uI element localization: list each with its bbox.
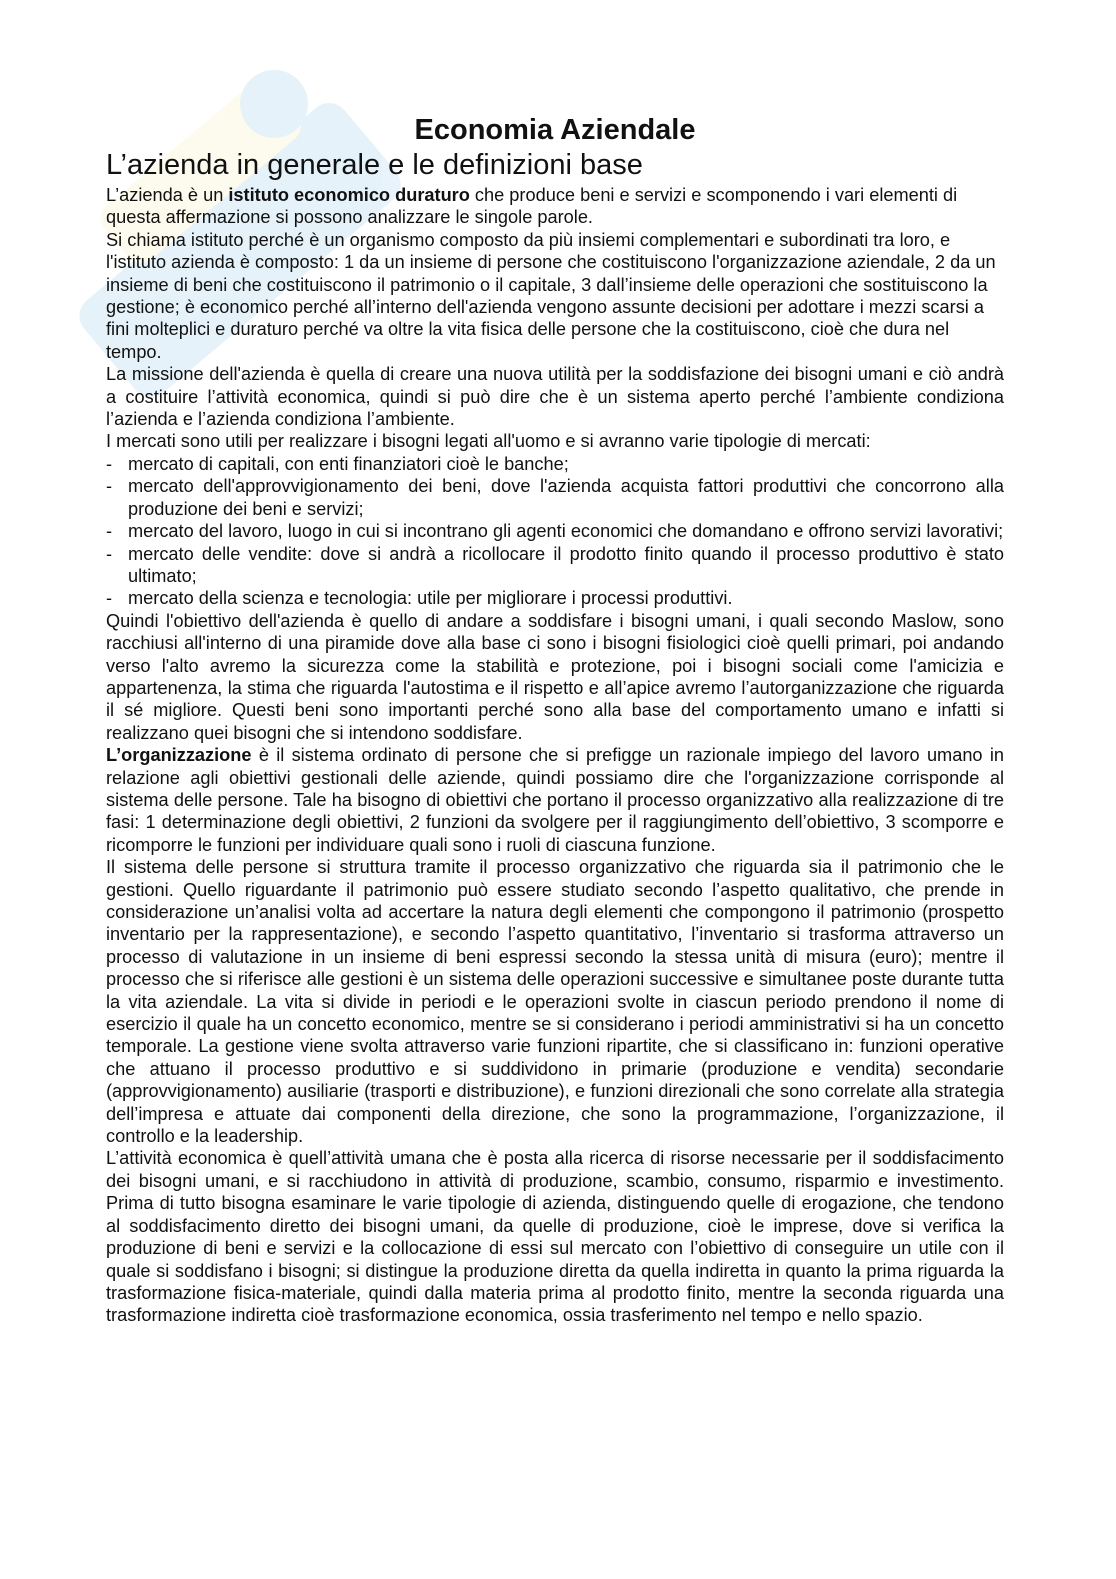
paragraph-istituto: Si chiama istituto perché è un organismo composto da più insiemi complementari e subordinati tra loro, e l'istituto azienda è composto: 1 da un insieme di persone che costituiscono l'organizzazione aziendale, 2 da un insieme di beni che costituiscono il patrimonio o il capitale, 3 dall’insieme delle operazioni che sostituiscono la gestione; è economico perché all’interno dell'azienda vengono assunte decisioni per adottare i mezzi scarsi a fini molteplici e duraturo perché va oltre la vita fisica delle persone che la costituiscono, cioè che dura nel tempo. [106, 229, 996, 362]
organizzazione-bold-term: L’organizzazione [106, 745, 252, 766]
document-subtitle: L’azienda in generale e le definizioni base [106, 149, 643, 181]
list-item [106, 543, 1004, 588]
paragraph-sistema-persone: Il sistema delle persone si struttura tramite il processo organizzativo che riguarda sia il patrimonio che le gestioni. Quello riguardante il patrimonio può essere studiato secondo l’aspetto qualitativo, che prende in considerazione un’analisi volta ad accertare la natura degli elementi che compongono il patrimonio (prospetto inventario per la rappresentazione), e secondo l’aspetto quantitativo, l’inventario si trasforma attraverso un processo di valutazione in un insieme di beni espressi secondo la stessa unità di misura (euro); mentre il processo che si riferisce alle gestioni è un sistema delle operazioni successive e simultanee poste durante tutta la vita aziendale. La vita si divide in periodi e le operazioni svolte in ciascun periodo prendono il nome di esercizio il quale ha un concetto economico, mentre se si considerano i periodi amministrativi si ha un concetto temporale. La gestione viene svolta attraverso varie funzioni ripartite, che si classificano in: funzioni operative che attuano il processo produttivo e si suddividono in primarie (produzione e vendita) secondarie (approvvigionamento) ausiliarie (trasporti e distribuzione), e funzioni direzionali che sono correlate alla strategia dell’impresa e attuate dai componenti della direzione, che sono la programmazione, l’organizzazione, il controllo e la leadership. [106, 857, 1004, 1147]
intro-post: che produce beni e servizi e scomponendo i vari elementi di questa affermazione si possono analizzare le singole parole. [106, 185, 958, 228]
list-item [106, 520, 1004, 542]
list-item-text: mercato della scienza e tecnologia: utile per migliorare i processi produttivi. [128, 588, 733, 609]
paragraph-organizzazione [106, 744, 1004, 856]
list-item-text: mercato dell'approvvigionamento dei beni, dove l'azienda acquista fattori produttivi che concorrono alla produzione dei beni e servizi; [128, 476, 1004, 519]
list-item [106, 587, 1004, 609]
list-item-text: mercato di capitali, con enti finanziatori cioè le banche; [128, 453, 569, 474]
intro-bold-term: istituto economico duraturo [228, 185, 470, 205]
document-page [106, 112, 1004, 1327]
list-item [106, 453, 1004, 475]
paragraph-maslow: Quindi l'obiettivo dell'azienda è quello di andare a soddisfare i bisogni umani, i quali secondo Maslow, sono racchiusi all'interno di una piramide dove alla base ci sono i bisogni fisiologici cioè quelli primari, poi andando verso l'alto avremo la sicurezza come la stabilità e protezione, poi i bisogni sociali come l'amicizia e appartenenza, la stima che riguarda l'autostima e il rispetto e all’apice avremo l’autorganizzazione che riguarda il sé migliore. Questi beni sono importanti perché sono alla base del comportamento umano e infatti si realizzano quei bisogni che si intendono soddisfare. [106, 610, 1004, 743]
document-title: Economia Aziendale [414, 114, 696, 146]
paragraph-attivita-economica: L’attività economica è quell’attività umana che è posta alla ricerca di risorse necessarie per il soddisfacimento dei bisogni umani, e si racchiudono in attività di produzione, scambio, consumo, risparmio e investimento. Prima di tutto bisogna esaminare le varie tipologie di azienda, distinguendo quelle di erogazione, che tendono al soddisfacimento diretto dei bisogni umani, da quelle di produzione, cioè le imprese, dove si verifica la produzione di beni e servizi e la collocazione di essi sul mercato con l’obiettivo di conseguire un utile con il quale si soddisfano i bisogni; si distingue la produzione diretta da quella indiretta in quanto la prima riguarda la trasformazione fisica-materiale, quindi dalla materia prima al prodotto finito, mentre la seconda riguarda una trasformazione indiretta cioè trasformazione economica, ossia trasferimento nel tempo e nello spazio. [106, 1148, 1004, 1326]
list-item-text: mercato del lavoro, luogo in cui si incontrano gli agenti economici che domandano e offrono servizi lavorativi; [128, 521, 1004, 542]
list-item [106, 475, 1004, 520]
intro-pre: L’azienda è un [106, 185, 229, 205]
list-marker: - [106, 543, 113, 564]
paragraph-intro [106, 184, 1004, 229]
list-marker: - [106, 588, 113, 609]
paragraph-mercati: I mercati sono utili per realizzare i bisogni legati all'uomo e si avranno varie tipologie di mercati: [106, 431, 871, 452]
list-marker: - [106, 521, 113, 542]
organizzazione-text: è il sistema ordinato di persone che si prefigge un razionale impiego del lavoro umano in relazione agli obiettivi gestionali delle aziende, quindi possiamo dire che l'organizzazione corrisponde al sistema delle persone. Tale ha bisogno di obiettivi che portano il processo organizzativo alla realizzazione di tre fasi: 1 determinazione degli obiettivi, 2 funzioni da svolgere per il raggiungimento dell’obiettivo, 3 scomporre e ricomporre le funzioni per individuare quali sono i ruoli di ciascuna funzione. [106, 745, 1004, 855]
list-item-text: mercato delle vendite: dove si andrà a ricollocare il prodotto finito quando il processo produttivo è stato ultimato; [128, 543, 1004, 586]
list-marker: - [106, 476, 113, 497]
markets-list [106, 453, 1004, 610]
list-marker: - [106, 453, 113, 474]
paragraph-missione: La missione dell'azienda è quella di creare una nuova utilità per la soddisfazione dei bisogni umani e ciò andrà a costituire l’attività economica, quindi si può dire che è un sistema aperto perché l’ambiente condiziona l’azienda e l’azienda condiziona l’ambiente. [106, 364, 1004, 430]
